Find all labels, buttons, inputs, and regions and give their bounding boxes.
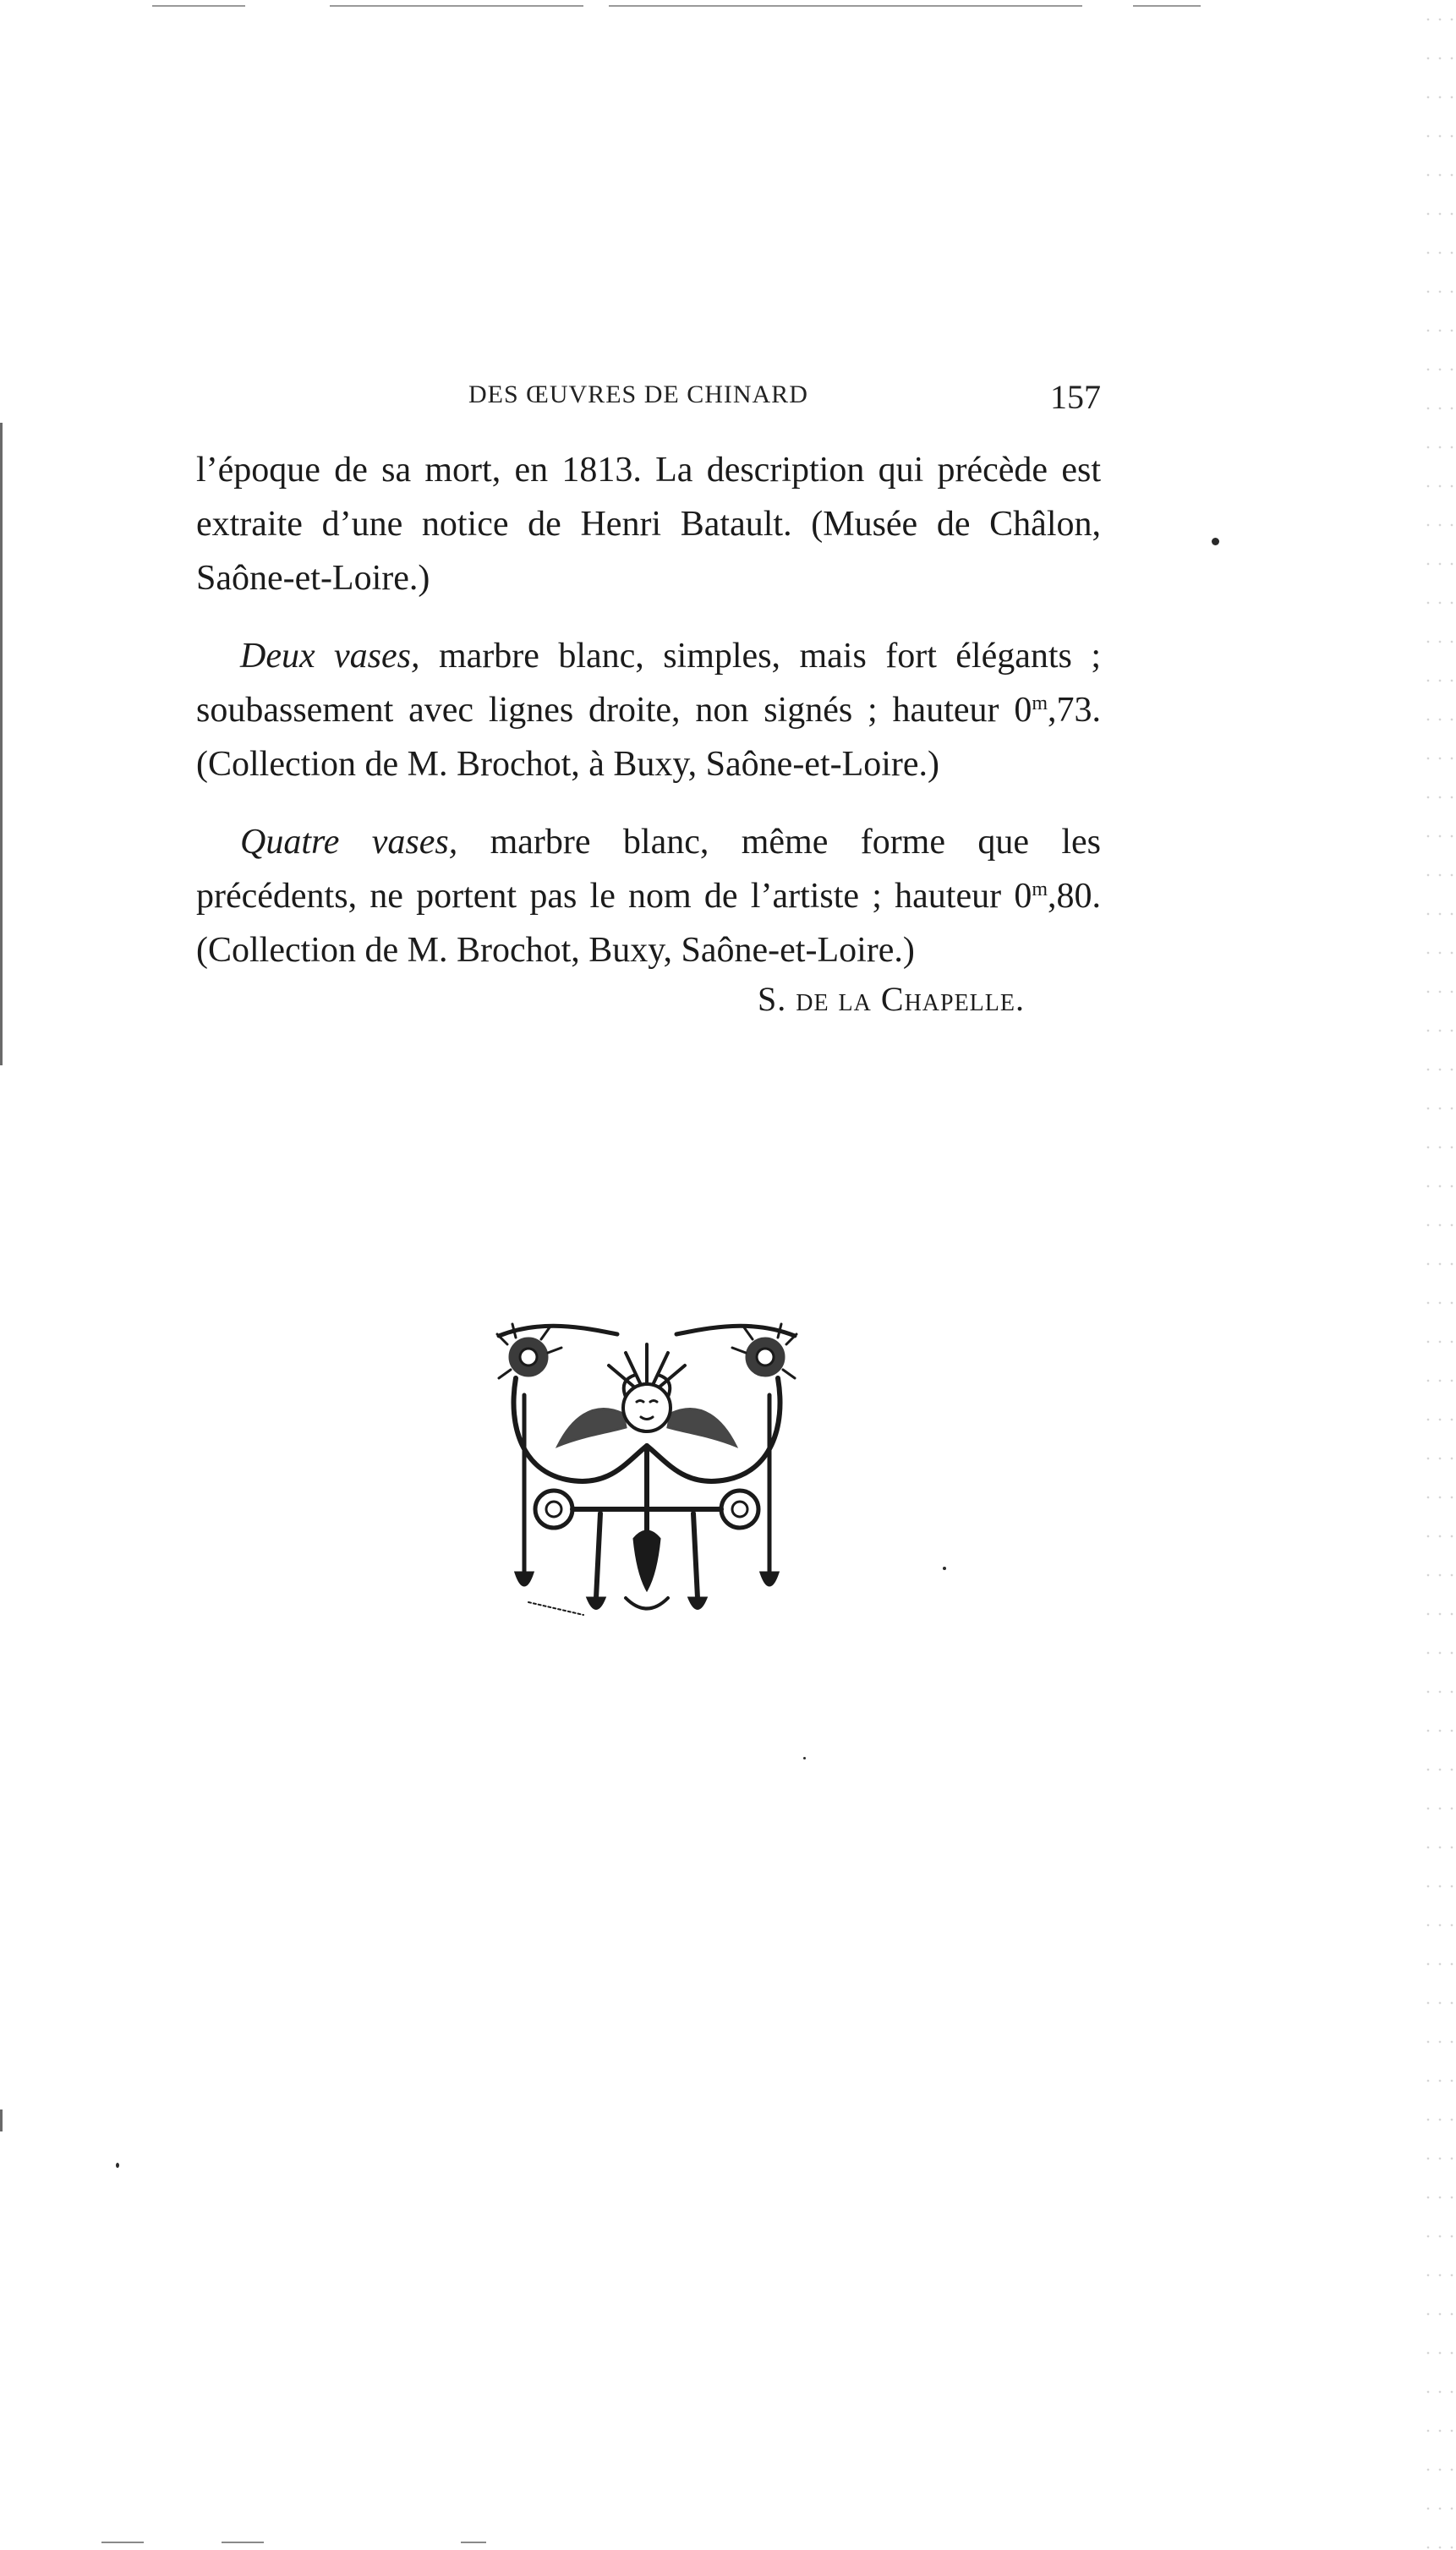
item-title: Deux vases, <box>240 637 420 676</box>
scan-edge-rule <box>222 2542 264 2543</box>
paragraph-continuation <box>196 443 1101 605</box>
scan-speck <box>116 2163 119 2168</box>
unit-superscript: m <box>1032 692 1048 714</box>
body-text <box>196 443 1101 977</box>
unit-superscript: m <box>1032 878 1048 900</box>
signature-initial: S. <box>757 980 787 1018</box>
scan-gutter-line <box>0 423 3 1065</box>
scan-edge-rule <box>330 5 583 7</box>
scan-speck <box>803 1757 806 1759</box>
paragraph-text: marbre blanc, simples, mais fort élégants ; soubassement avec lignes droite, non signés ; hauteur 0 <box>196 637 1101 730</box>
scan-edge-rule <box>101 2542 144 2543</box>
fleuron-cherub-garland-icon <box>490 1319 803 1632</box>
running-head <box>196 377 1101 419</box>
scan-gutter-line <box>0 2109 3 2131</box>
scan-speck <box>1212 538 1219 545</box>
paragraph-text: ,73. (Collection de M. Brochot, à Buxy, Saône-et-Loire.) <box>196 691 1101 784</box>
item-title: Quatre vases, <box>240 823 458 862</box>
scan-dotted-edge <box>1422 0 1456 2550</box>
scan-speck <box>943 1567 946 1570</box>
author-signature <box>758 979 1025 1019</box>
signature-name: de la Chapelle. <box>796 980 1025 1018</box>
running-title: DES ŒUVRES DE CHINARD <box>468 380 808 408</box>
scan-edge-rule <box>1133 5 1201 7</box>
paragraph-text: marbre blanc, même forme que les précédents, ne portent pas le nom de l’artiste ; hauteur 0 <box>196 823 1101 916</box>
scan-edge-rule <box>609 5 1082 7</box>
paragraph-quatre-vases <box>196 815 1101 977</box>
paragraph-text: ,80. (Collection de M. Brochot, Buxy, Saône-et-Loire.) <box>196 877 1101 970</box>
paragraph-text: l’époque de sa mort, en 1813. La description qui précède est extraite d’une notice de Henri Batault. (Musée de Châlon, Saône-et-Loire.) <box>196 451 1101 598</box>
paragraph-deux-vases <box>196 629 1101 791</box>
scan-edge-rule <box>461 2542 486 2543</box>
scan-edge-rule <box>152 5 245 7</box>
page-number: 157 <box>1050 378 1101 416</box>
